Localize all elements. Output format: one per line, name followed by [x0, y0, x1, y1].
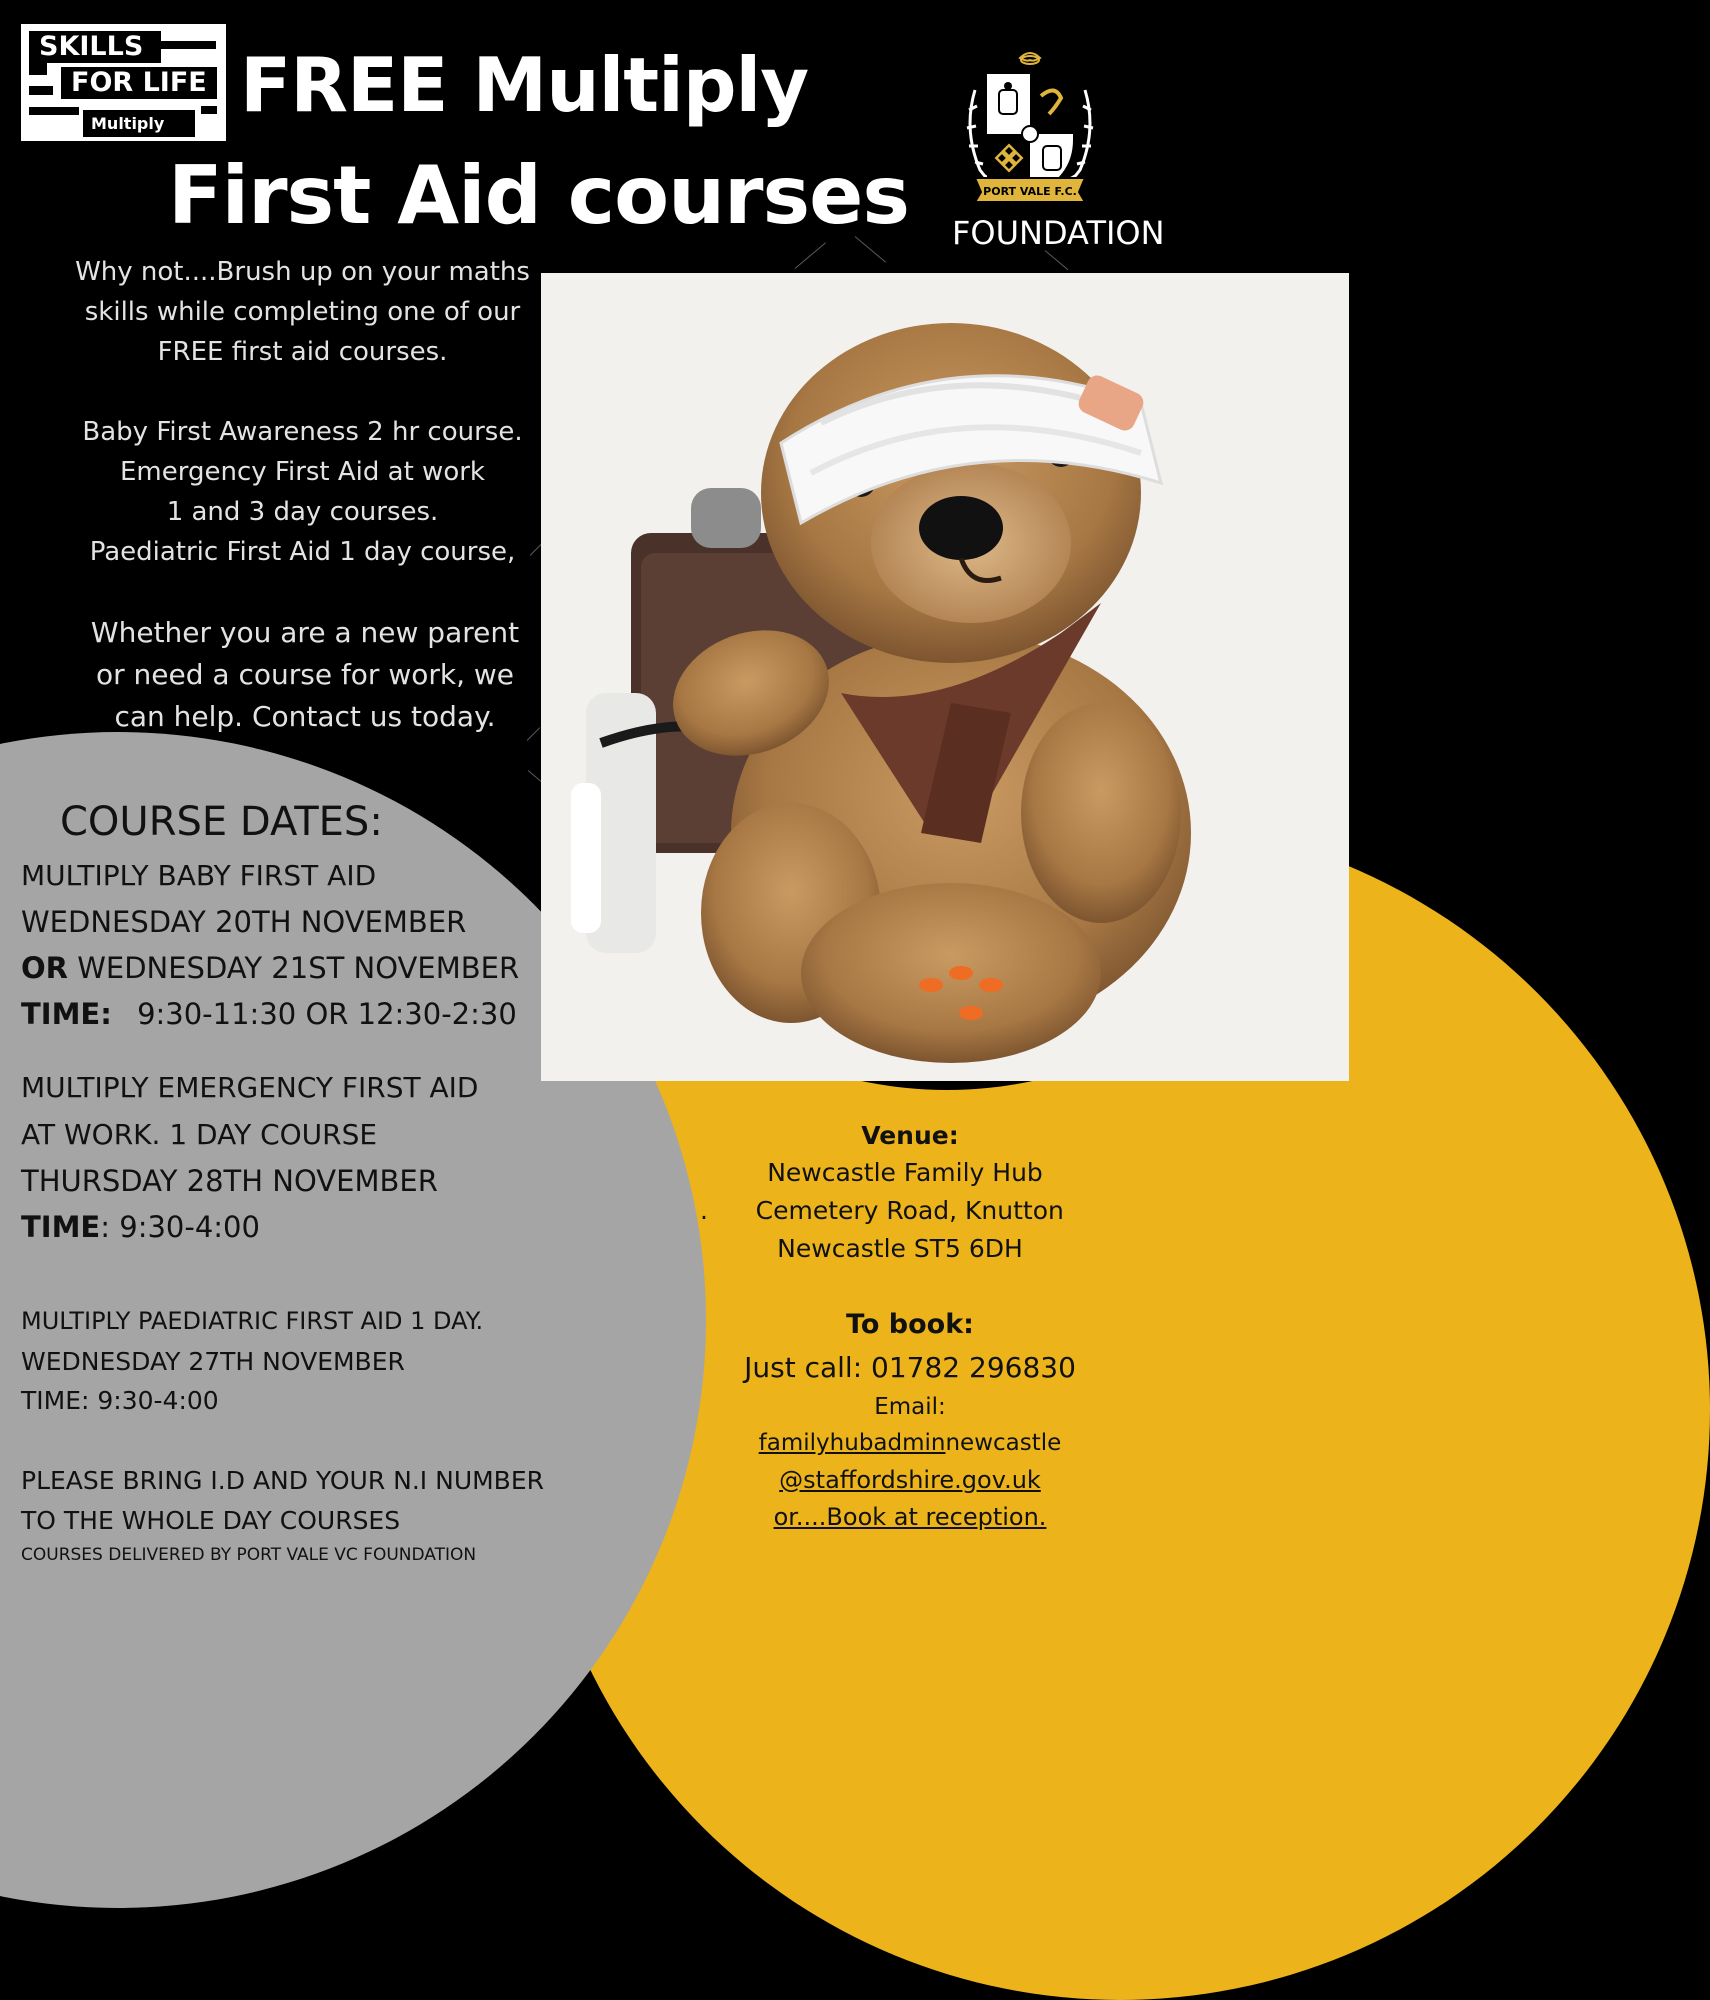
teddy-bear-photo [541, 273, 1349, 1081]
intro-closing [50, 612, 560, 738]
or-label: OR [21, 951, 68, 985]
baby-course-time-row [21, 996, 517, 1032]
intro-line: 1 and 3 day courses. [166, 497, 439, 527]
skills-for-life-logo [21, 24, 226, 141]
baby-course-title: MULTIPLY BABY FIRST AID [21, 859, 377, 892]
intro-text [40, 252, 565, 572]
id-notice-line-1: PLEASE BRING I.D AND YOUR N.I NUMBER [21, 1466, 544, 1495]
emergency-course-title-2: AT WORK. 1 DAY COURSE [21, 1118, 378, 1151]
venue-line-1: Newcastle Family Hub [767, 1158, 1043, 1187]
intro-line: skills while completing one of our [84, 297, 521, 327]
logo-line-multiply: Multiply [91, 114, 165, 133]
course-dates-heading: COURSE DATES: [60, 799, 383, 845]
to-book-heading: To book: [846, 1309, 974, 1340]
intro-closing-line: Whether you are a new parent [90, 616, 520, 649]
intro-line: Paediatric First Aid 1 day course, [89, 537, 516, 567]
foundation-label: FOUNDATION [952, 214, 1165, 252]
logo-line-for-life: FOR LIFE [71, 67, 207, 98]
paediatric-course-time: TIME: 9:30-4:00 [21, 1386, 219, 1415]
time-label: TIME: [21, 997, 112, 1031]
intro-line: Why not....Brush up on your maths [75, 257, 530, 287]
venue-line-2: . Cemetery Road, Knutton [700, 1196, 1064, 1225]
venue-line-3: Newcastle ST5 6DH [777, 1234, 1023, 1263]
baby-course-time: 9:30-11:30 OR 12:30-2:30 [137, 997, 517, 1031]
email-link-domain[interactable]: @staffordshire.gov.uk [779, 1466, 1041, 1494]
intro-line: Baby First Awareness 2 hr course. [82, 417, 523, 447]
email-link-part-1[interactable]: familyhubadmin [758, 1430, 946, 1456]
port-vale-crest-icon [955, 50, 1105, 210]
venue-heading: Venue: [861, 1121, 959, 1150]
book-call[interactable]: Just call: 01782 296830 [744, 1351, 1076, 1384]
delivered-by-note: COURSES DELIVERED BY PORT VALE VC FOUNDATION [21, 1545, 477, 1565]
baby-course-date-2-row [21, 950, 519, 986]
email-label: Email: [874, 1394, 946, 1420]
time-label: TIME [21, 1210, 101, 1244]
headline-line-1: FREE Multiply [240, 41, 809, 129]
logo-line-skills: SKILLS [39, 31, 144, 62]
teddy-bear-illustration [541, 273, 1349, 1081]
deco-line [1045, 250, 1069, 270]
email-link-part-2[interactable]: newcastle [945, 1430, 1062, 1456]
emergency-course-date: THURSDAY 28TH NOVEMBER [21, 1164, 438, 1198]
baby-course-date-1: WEDNESDAY 20TH NOVEMBER [21, 905, 467, 939]
venue-block [700, 1118, 1120, 1535]
deco-line [795, 242, 826, 268]
email-line-1[interactable] [700, 1425, 1120, 1461]
emergency-course-time-row [21, 1209, 260, 1245]
headline-line-2: First Aid courses [168, 149, 909, 242]
intro-line: FREE first aid courses. [157, 337, 448, 367]
crest-banner-text: PORT VALE F.C. [983, 185, 1077, 198]
intro-closing-line: can help. Contact us today. [114, 700, 496, 733]
book-at-reception: or....Book at reception. [773, 1503, 1047, 1531]
intro-line: Emergency First Aid at work [120, 457, 485, 487]
intro-closing-line: or need a course for work, we [95, 658, 515, 691]
id-notice-line-2: TO THE WHOLE DAY COURSES [21, 1506, 401, 1535]
intro-line [40, 372, 565, 412]
paediatric-course-title: MULTIPLY PAEDIATRIC FIRST AID 1 DAY. [21, 1307, 484, 1335]
paediatric-course-date: WEDNESDAY 27TH NOVEMBER [21, 1347, 405, 1376]
emergency-course-title-1: MULTIPLY EMERGENCY FIRST AID [21, 1071, 479, 1104]
baby-course-date-2: WEDNESDAY 21ST NOVEMBER [77, 951, 520, 985]
emergency-course-time: : 9:30-4:00 [100, 1210, 260, 1244]
